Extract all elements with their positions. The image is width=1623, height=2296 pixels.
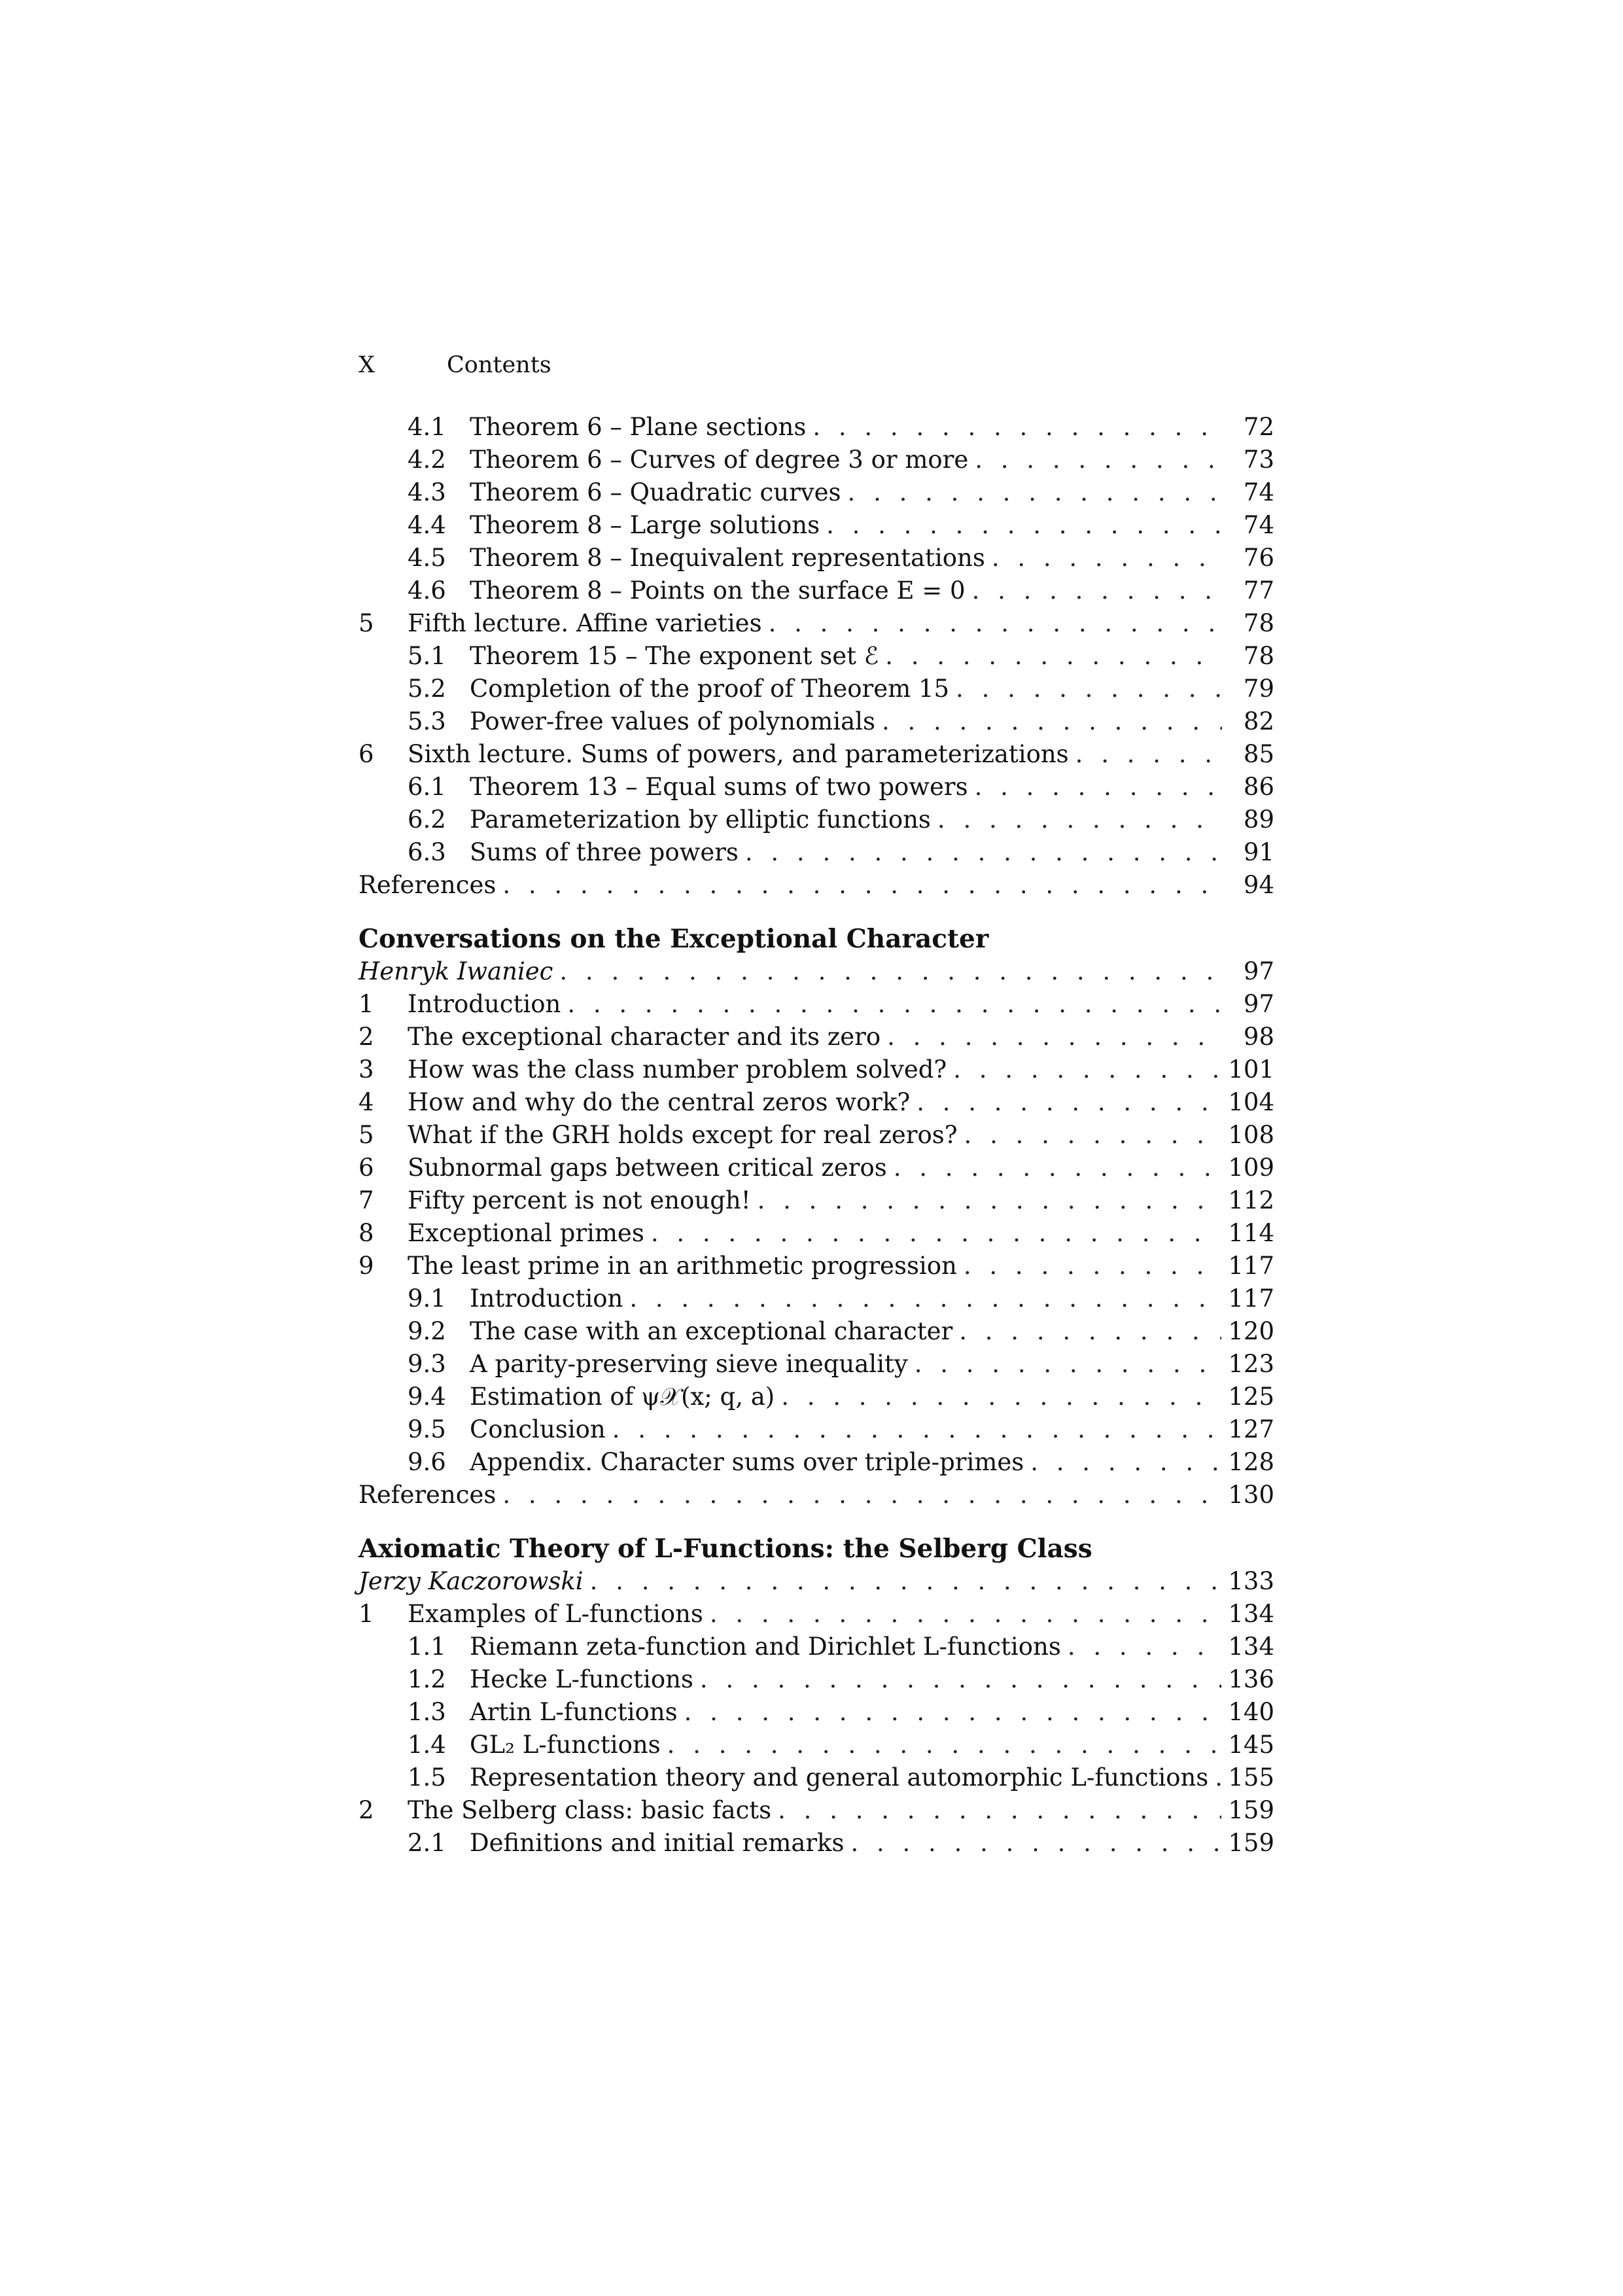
dot-leader — [887, 1021, 1222, 1053]
dot-leader — [848, 476, 1222, 509]
entry-body — [470, 1348, 1274, 1381]
page-number: 101 — [1221, 1053, 1274, 1086]
toc-entry[interactable] — [358, 542, 1274, 574]
page-number: 74 — [1222, 476, 1274, 509]
entry-body — [470, 1315, 1274, 1348]
toc-entry[interactable] — [358, 1217, 1274, 1250]
entry-number: 6.1 — [408, 773, 446, 801]
dot-leader — [894, 1152, 1222, 1184]
entry-body — [408, 1086, 1274, 1119]
page-number: 112 — [1221, 1184, 1274, 1217]
toc-entry[interactable] — [358, 1315, 1274, 1348]
toc-entry[interactable] — [358, 1598, 1274, 1631]
entry-title: Power-free values of polynomials — [470, 705, 882, 738]
toc-entry[interactable] — [358, 836, 1274, 869]
entry-number: 3 — [358, 1055, 374, 1084]
toc-entry[interactable] — [358, 607, 1274, 640]
page-number: 159 — [1221, 1794, 1274, 1827]
dot-leader — [1068, 1631, 1222, 1663]
entry-title: Theorem 8 – Large solutions — [470, 509, 826, 542]
dot-leader — [937, 804, 1222, 836]
toc-entry[interactable] — [358, 1086, 1274, 1119]
entry-body — [408, 607, 1274, 640]
toc-entry[interactable] — [358, 1119, 1274, 1152]
page-number: 140 — [1221, 1696, 1274, 1729]
page-number: 117 — [1221, 1250, 1274, 1282]
toc-entry[interactable] — [358, 1446, 1274, 1479]
entry-number: 5.3 — [408, 707, 446, 735]
entry-title: Theorem 15 – The exponent set ℰ — [470, 640, 885, 673]
dot-leader — [975, 444, 1222, 476]
toc-entry[interactable] — [358, 705, 1274, 738]
entry-body — [470, 1761, 1274, 1794]
page-number: 89 — [1222, 804, 1274, 836]
toc-entry[interactable] — [358, 640, 1274, 673]
toc-entry[interactable] — [358, 988, 1274, 1021]
entry-body — [470, 542, 1274, 574]
entry-body — [358, 1565, 1274, 1598]
page-number: 108 — [1221, 1119, 1274, 1152]
entry-body — [470, 836, 1274, 869]
dot-leader — [915, 1348, 1222, 1381]
entry-title: How was the class number problem solved? — [408, 1053, 953, 1086]
page-number: 109 — [1221, 1152, 1274, 1184]
entry-title: Completion of the proof of Theorem 15 — [470, 673, 956, 705]
toc-entry[interactable] — [358, 1761, 1274, 1794]
entry-title: How and why do the central zeros work? — [408, 1086, 916, 1119]
entry-number: 5 — [358, 609, 374, 637]
entry-title: Introduction — [408, 988, 567, 1021]
entry-title: Parameterization by elliptic functions — [470, 804, 937, 836]
page-number: 97 — [1222, 988, 1274, 1021]
part-title: Axiomatic Theory of L-Functions: the Selberg Class — [358, 1534, 1092, 1564]
entry-title: Fifty percent is not enough! — [408, 1184, 758, 1217]
entry-body — [408, 1217, 1274, 1250]
entry-body — [470, 640, 1274, 673]
toc-entry[interactable] — [358, 738, 1274, 771]
entry-number: 9.6 — [408, 1448, 446, 1476]
page-number: 77 — [1222, 574, 1274, 607]
dot-leader — [590, 1565, 1222, 1598]
toc-entry[interactable] — [358, 1413, 1274, 1446]
toc-author-entry[interactable] — [358, 955, 1274, 988]
entry-body — [470, 476, 1274, 509]
dot-leader — [567, 988, 1222, 1021]
toc-entry[interactable] — [358, 771, 1274, 804]
toc-entry[interactable] — [358, 476, 1274, 509]
entry-number: 8 — [358, 1219, 374, 1247]
entry-number: 4.3 — [408, 478, 446, 506]
entry-title: Conclusion — [470, 1413, 612, 1446]
entry-body — [358, 955, 1274, 988]
entry-body — [408, 988, 1274, 1021]
page-number: 78 — [1222, 607, 1274, 640]
page-number: 133 — [1221, 1565, 1274, 1598]
toc-entry[interactable] — [358, 1663, 1274, 1696]
entry-number: 2.1 — [408, 1829, 446, 1857]
entry-title: What if the GRH holds except for real zeros? — [408, 1119, 964, 1152]
toc-entry[interactable] — [358, 1381, 1274, 1413]
entry-title: The Selberg class: basic facts — [408, 1794, 778, 1827]
entry-title: Examples of L-functions — [408, 1598, 710, 1631]
page-number: 97 — [1222, 955, 1274, 988]
dot-leader — [651, 1217, 1222, 1250]
entry-body — [470, 771, 1274, 804]
entry-body — [408, 1053, 1274, 1086]
dot-leader — [559, 955, 1222, 988]
entry-title: Hecke L-functions — [470, 1663, 700, 1696]
page-number: 79 — [1222, 673, 1274, 705]
page-number: 104 — [1221, 1086, 1274, 1119]
page-number: 159 — [1221, 1827, 1274, 1860]
dot-leader — [781, 1381, 1221, 1413]
entry-number: 4.6 — [408, 576, 446, 605]
entry-number: 6 — [358, 740, 374, 768]
entry-title: Theorem 8 – Inequivalent representations — [470, 542, 992, 574]
entry-body — [358, 1479, 1274, 1511]
dot-leader — [959, 1315, 1221, 1348]
page-number: 73 — [1222, 444, 1274, 476]
page-number: 76 — [1222, 542, 1274, 574]
entry-title: Introduction — [470, 1282, 629, 1315]
entry-body — [408, 1598, 1274, 1631]
entry-body — [408, 738, 1274, 771]
page-number: 123 — [1221, 1348, 1274, 1381]
entry-number: 1.5 — [408, 1763, 446, 1792]
entry-title: Sixth lecture. Sums of powers, and parameterizations — [408, 738, 1075, 771]
page-number: 94 — [1222, 869, 1274, 902]
entry-number: 5.1 — [408, 642, 446, 670]
entry-number: 1.3 — [408, 1698, 446, 1726]
entry-body — [470, 705, 1274, 738]
toc-entry[interactable] — [358, 1282, 1274, 1315]
entry-body — [470, 1729, 1274, 1761]
toc-entry[interactable] — [358, 804, 1274, 836]
entry-title: The exceptional character and its zero — [408, 1021, 887, 1053]
entry-number: 9.3 — [408, 1350, 446, 1378]
toc-entry[interactable] — [358, 1021, 1274, 1053]
page-number: 85 — [1222, 738, 1274, 771]
page-number: 72 — [1222, 411, 1274, 444]
entry-title: Theorem 6 – Quadratic curves — [470, 476, 848, 509]
dot-leader — [992, 542, 1222, 574]
dot-leader — [769, 607, 1222, 640]
dot-leader — [882, 705, 1222, 738]
entry-body — [470, 1413, 1274, 1446]
entry-body — [470, 1631, 1274, 1663]
page-number: 91 — [1222, 836, 1274, 869]
entry-number: 4.5 — [408, 544, 446, 572]
page-number: 114 — [1221, 1217, 1274, 1250]
page-number: 145 — [1221, 1729, 1274, 1761]
running-title: Contents — [447, 352, 551, 378]
entry-body — [408, 1184, 1274, 1217]
entry-title: The case with an exceptional character — [470, 1315, 959, 1348]
entry-title: The least prime in an arithmetic progression — [408, 1250, 964, 1282]
entry-title: References — [358, 1479, 502, 1511]
entry-number: 7 — [358, 1186, 374, 1214]
dot-leader — [964, 1119, 1222, 1152]
dot-leader — [612, 1413, 1222, 1446]
dot-leader — [778, 1794, 1221, 1827]
toc-entry[interactable] — [358, 1631, 1274, 1663]
toc-entry[interactable] — [358, 1729, 1274, 1761]
dot-leader — [1030, 1446, 1221, 1479]
toc-entry[interactable] — [358, 444, 1274, 476]
dot-leader — [629, 1282, 1221, 1315]
entry-body — [408, 1152, 1274, 1184]
toc-entry[interactable] — [358, 1250, 1274, 1282]
dot-leader — [916, 1086, 1221, 1119]
entry-body — [470, 1696, 1274, 1729]
entry-number: 6.3 — [408, 838, 446, 866]
entry-number: 4.1 — [408, 413, 446, 441]
entry-title: Theorem 6 – Curves of degree 3 or more — [470, 444, 975, 476]
entry-body — [470, 1827, 1274, 1860]
entry-body — [470, 804, 1274, 836]
entry-number: 4 — [358, 1088, 374, 1116]
entry-number: 6.2 — [408, 805, 446, 834]
dot-leader — [502, 1479, 1221, 1511]
entry-title: GL₂ L-functions — [470, 1729, 667, 1761]
page-number: 74 — [1222, 509, 1274, 542]
toc-entry[interactable] — [358, 1794, 1274, 1827]
dot-leader — [745, 836, 1222, 869]
entry-title: References — [358, 869, 502, 902]
page-number: 78 — [1222, 640, 1274, 673]
entry-number: 4.4 — [408, 511, 446, 539]
page-number: 134 — [1221, 1631, 1274, 1663]
dot-leader — [953, 1053, 1221, 1086]
entry-body — [358, 869, 1274, 902]
toc-entry[interactable] — [358, 1184, 1274, 1217]
dot-leader — [1075, 738, 1222, 771]
page-number: 155 — [1221, 1761, 1274, 1794]
page-number: 98 — [1222, 1021, 1274, 1053]
entry-number: 1 — [358, 1600, 374, 1628]
toc-entry[interactable] — [358, 1152, 1274, 1184]
dot-leader — [885, 640, 1222, 673]
dot-leader — [975, 771, 1222, 804]
dot-leader — [812, 411, 1222, 444]
running-header — [358, 352, 551, 378]
dot-leader — [502, 869, 1222, 902]
entry-body — [470, 1381, 1274, 1413]
author-name: Henryk Iwaniec — [358, 955, 559, 988]
entry-body — [470, 411, 1274, 444]
entry-title: Sums of three powers — [470, 836, 745, 869]
page-number: 130 — [1221, 1479, 1274, 1511]
entry-number: 9.2 — [408, 1317, 446, 1345]
part-title: Conversations on the Exceptional Character — [358, 924, 989, 954]
dot-leader — [1215, 1761, 1221, 1794]
dot-leader — [850, 1827, 1221, 1860]
entry-number: 1.2 — [408, 1665, 446, 1693]
entry-title: Theorem 6 – Plane sections — [470, 411, 812, 444]
toc-entry[interactable] — [358, 869, 1274, 902]
entry-number: 4.2 — [408, 446, 446, 474]
toc-entry[interactable] — [358, 1479, 1274, 1511]
page-number: 134 — [1221, 1598, 1274, 1631]
entry-number: 6 — [358, 1154, 374, 1182]
toc-entry[interactable] — [358, 1696, 1274, 1729]
dot-leader — [684, 1696, 1222, 1729]
entry-title: Representation theory and general automorphic L-functions — [470, 1761, 1215, 1794]
entry-number: 9.4 — [408, 1383, 446, 1411]
entry-title: Exceptional primes — [408, 1217, 651, 1250]
dot-leader — [758, 1184, 1222, 1217]
page-number: 128 — [1221, 1446, 1274, 1479]
dot-leader — [710, 1598, 1222, 1631]
entry-number: 5.2 — [408, 675, 446, 703]
entry-body — [470, 673, 1274, 705]
page-number: 125 — [1221, 1381, 1274, 1413]
entry-number: 5 — [358, 1121, 374, 1149]
entry-body — [470, 1446, 1274, 1479]
entry-title: Appendix. Character sums over triple-primes — [470, 1446, 1030, 1479]
entry-title: Subnormal gaps between critical zeros — [408, 1152, 894, 1184]
entry-title: Estimation of ψ𝒳(x; q, a) — [470, 1381, 781, 1413]
entry-body — [408, 1250, 1274, 1282]
entry-body — [408, 1119, 1274, 1152]
entry-body — [470, 1663, 1274, 1696]
page-number: 82 — [1222, 705, 1274, 738]
entry-number: 9.1 — [408, 1284, 446, 1313]
toc-entry[interactable] — [358, 411, 1274, 444]
toc-entry[interactable] — [358, 509, 1274, 542]
toc-entry[interactable] — [358, 1348, 1274, 1381]
entry-title: A parity-preserving sieve inequality — [470, 1348, 915, 1381]
entry-body — [470, 444, 1274, 476]
entry-title: Theorem 8 – Points on the surface E = 0 — [470, 574, 972, 607]
author-name: Jerzy Kaczorowski — [358, 1565, 590, 1598]
dot-leader — [826, 509, 1222, 542]
page-number: 120 — [1221, 1315, 1274, 1348]
page-number: 86 — [1222, 771, 1274, 804]
entry-title: Definitions and initial remarks — [470, 1827, 850, 1860]
entry-number: 9.5 — [408, 1415, 446, 1443]
table-of-contents — [358, 411, 1274, 1860]
dot-leader — [700, 1663, 1221, 1696]
dot-leader — [956, 673, 1222, 705]
page-folio: X — [358, 352, 375, 378]
toc-author-entry[interactable] — [358, 1565, 1274, 1598]
entry-body — [408, 1021, 1274, 1053]
page-number: 136 — [1221, 1663, 1274, 1696]
entry-title: Theorem 13 – Equal sums of two powers — [470, 771, 975, 804]
page-number: 117 — [1221, 1282, 1274, 1315]
entry-title: Riemann zeta-function and Dirichlet L-functions — [470, 1631, 1068, 1663]
entry-number: 9 — [358, 1252, 374, 1280]
page-number: 127 — [1221, 1413, 1274, 1446]
toc-entry[interactable] — [358, 574, 1274, 607]
entry-number: 1.1 — [408, 1633, 446, 1661]
toc-entry[interactable] — [358, 673, 1274, 705]
entry-title: Fifth lecture. Affine varieties — [408, 607, 769, 640]
toc-entry[interactable] — [358, 1827, 1274, 1860]
entry-number: 2 — [358, 1796, 374, 1824]
dot-leader — [964, 1250, 1222, 1282]
entry-number: 1 — [358, 990, 374, 1018]
dot-leader — [972, 574, 1222, 607]
entry-body — [470, 1282, 1274, 1315]
dot-leader — [667, 1729, 1222, 1761]
entry-number: 2 — [358, 1023, 374, 1051]
entry-body — [470, 509, 1274, 542]
entry-body — [470, 574, 1274, 607]
toc-entry[interactable] — [358, 1053, 1274, 1086]
entry-title: Artin L-functions — [470, 1696, 684, 1729]
entry-number: 1.4 — [408, 1731, 446, 1759]
entry-body — [408, 1794, 1274, 1827]
